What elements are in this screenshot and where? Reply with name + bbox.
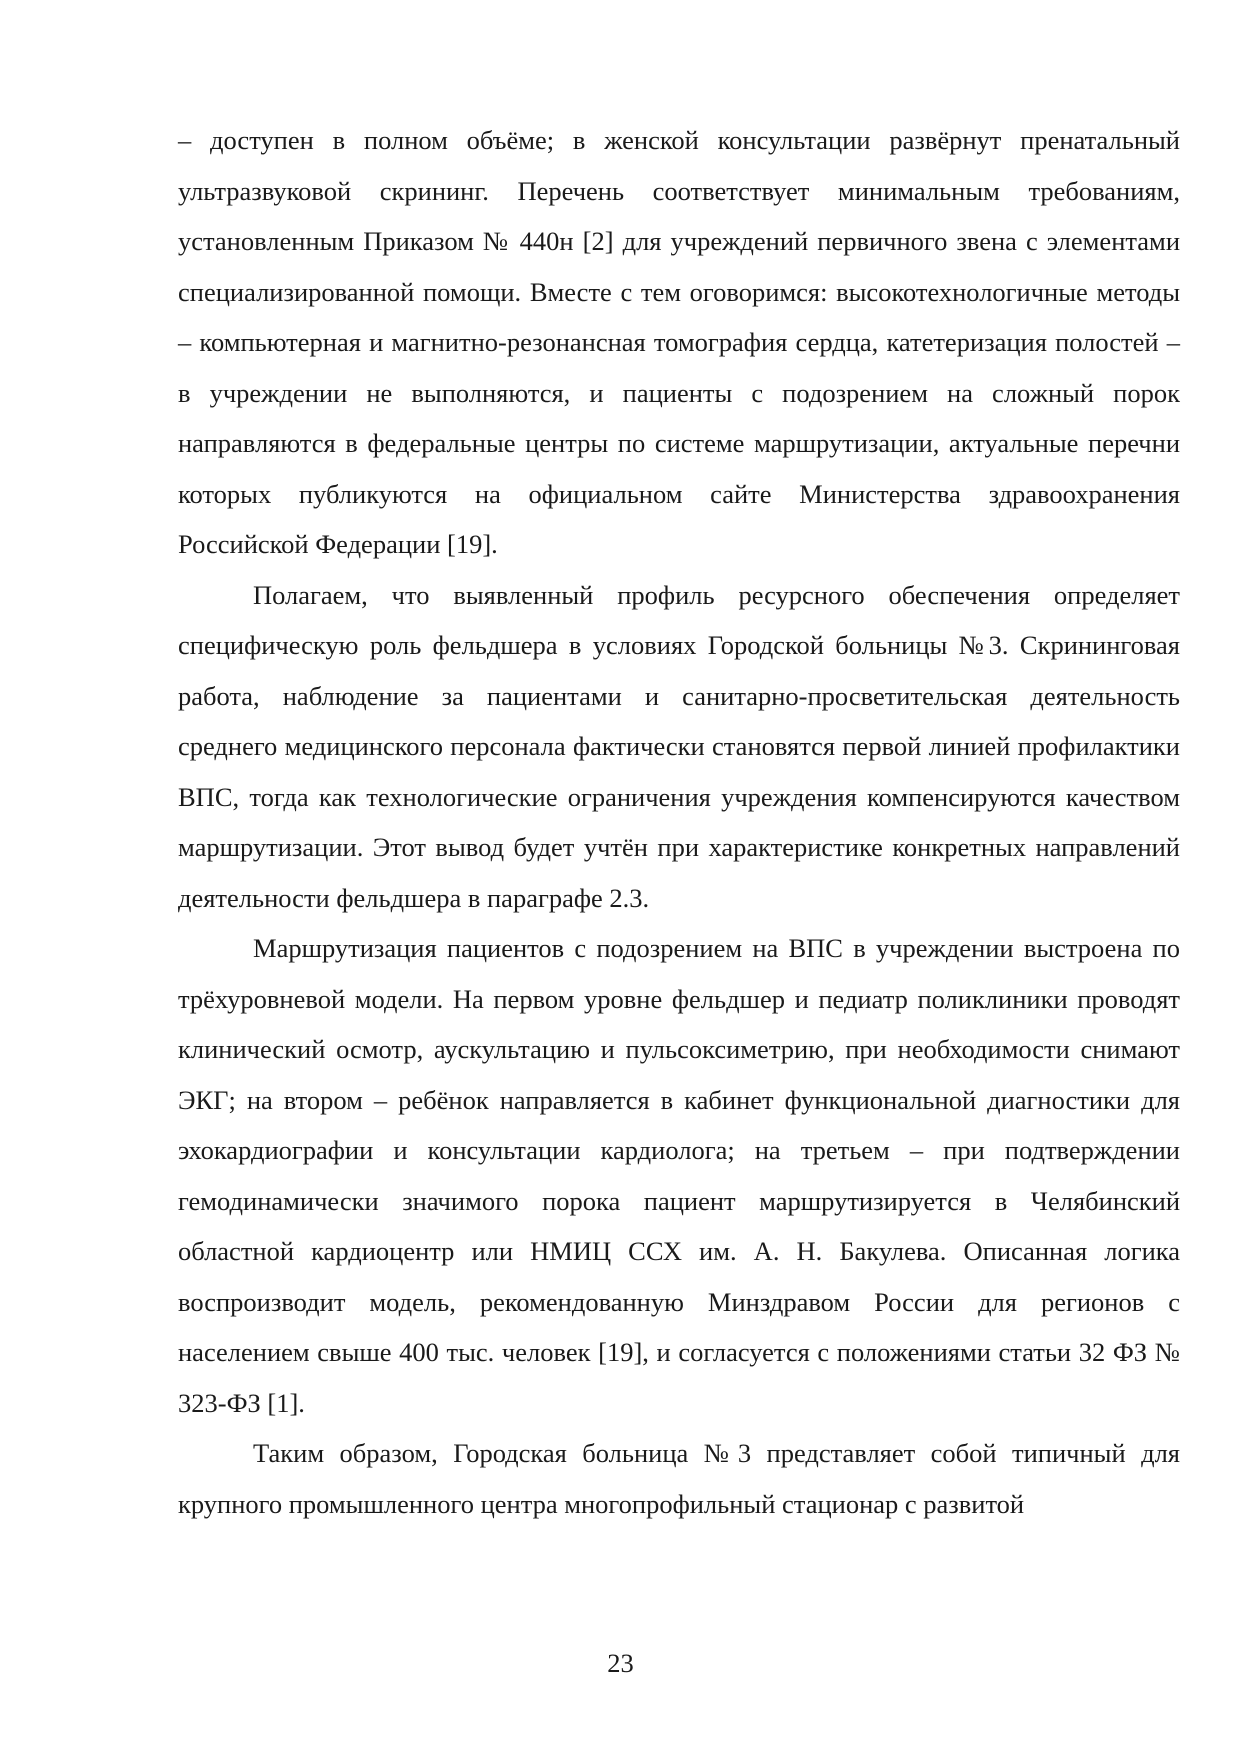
paragraph-conclusion: Таким образом, Городская больница №3 представляет собой типичный для крупного промышленного центра многопрофильный стационар с развитой (178, 1438, 1180, 1519)
paragraph-feldsher-role: Полагаем, что выявленный профиль ресурсного обеспечения определяет специфическую роль фельдшера в условиях Городской больницы №3. Скрининговая работа, наблюдение за пациентами и санитарно-просветительская деятельность среднего медицинского персонала фактически становятся первой линией профилактики ВПС, тогда как технологические ограничения учреждения компенсируются качеством маршрутизации. Этот вывод будет учтён при характеристике конкретных направлений деятельности фельдшера в параграфе 2.3. (178, 579, 1180, 913)
page-number: 23 (607, 1648, 634, 1678)
paragraph-continuation: – доступен в полном объёме; в женской консультации развёрнут пренатальный ультразвуковой скрининг. Перечень соответствует минимальным требованиям, установленным Приказом № 440н [2] для учреждений первичного звена с элементами специализированной помощи. Вместе с тем оговоримся: высокотехнологичные методы – компьютерная и магнитно-резонансная томография сердца, катетеризация полостей – в учреждении не выполняются, и пациенты с подозрением на сложный порок направляются в федеральные центры по системе маршрутизации, актуальные перечни которых публикуются на официальном сайте Министерства здравоохранения Российской Федерации [19]. (178, 125, 1180, 559)
body-text (178, 115, 1180, 1529)
paragraph-routing-model: Маршрутизация пациентов с подозрением на ВПС в учреждении выстроена по трёхуровневой модели. На первом уровне фельдшер и педиатр поликлиники проводят клинический осмотр, аускультацию и пульсоксиметрию, при необходимости снимают ЭКГ; на втором – ребёнок направляется в кабинет функциональной диагностики для эхокардиографии и консультации кардиолога; на третьем – при подтверждении гемодинамически значимого порока пациент маршрутизируется в Челябинский областной кардиоцентр или НМИЦ ССХ им. А. Н. Бакулева. Описанная логика воспроизводит модель, рекомендованную Минздравом России для регионов с населением свыше 400 тыс. человек [19], и согласуется с положениями статьи 32 ФЗ № 323-ФЗ [1]. (178, 933, 1180, 1418)
